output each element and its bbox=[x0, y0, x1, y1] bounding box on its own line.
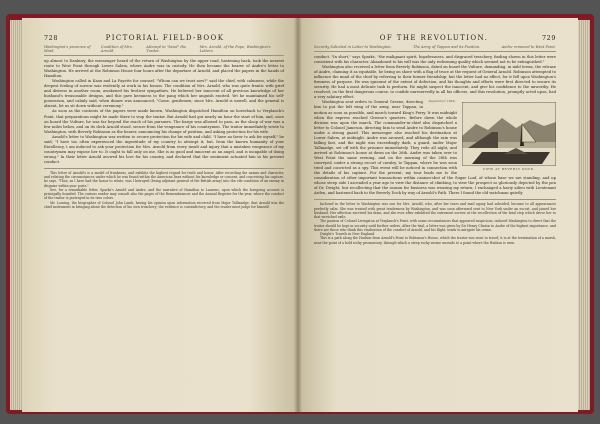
footnote-rule bbox=[314, 199, 556, 200]
right-page bbox=[298, 18, 578, 412]
left-subhead: Condition of Mrs. Arnold. bbox=[100, 45, 133, 53]
left-footnote: This letter of Arnold's is a model of frankness, and exhibits the highest regard for truth and honor. After recording the names and character, and relating the circumstances under which he was found within the American lines without his knowledge or consent, and conceiving his capture, he says, "Thus, as I have had the honor to relate, was I betrayed (being adjutant general of the British army) into the vile condition of an enemy in disguise within your posts." bbox=[44, 170, 284, 188]
right-running-head: OF THE REVOLUTION. bbox=[379, 34, 489, 42]
left-subhead: Mrs. Arnold, of the Pope, Washington's Letters. bbox=[199, 45, 271, 53]
right-subheads bbox=[314, 45, 556, 52]
left-page-header bbox=[44, 34, 284, 42]
engraving-image bbox=[462, 102, 556, 166]
left-subhead: Washington's presence of Mind. bbox=[44, 45, 91, 53]
right-page-number: 729 bbox=[541, 34, 556, 42]
left-page bbox=[22, 18, 298, 412]
book-gutter bbox=[294, 18, 302, 412]
right-footnote: Inclosed in the letter to Washington was one for Mrs. Arnold, who, after her tears and mad agony had subsided, became to all appearances perfectly calm. She was treated with great tenderness by Washington, and was soon afterward sent to New York under an escort, and joined her husband. Her affection survived his fame, and she ever after exhibited the extremest sorrow at the recollection of the fatal step which drove her to that wretched exile. bbox=[314, 202, 556, 220]
engraving-caption: VIEW AT BEVERLY DOCK. bbox=[482, 167, 536, 172]
left-subheads bbox=[44, 45, 284, 56]
right-page-header bbox=[314, 34, 556, 42]
right-paragraph: conduct. "In short," says Sparks, "the malignant spirit, hopelessness, and disgraced treachery, finding shown in this letter were consistent with his character. Abandoned to his will was the only redeeming quality which seemed not to be extinguished." bbox=[314, 55, 556, 65]
left-page-number: 728 bbox=[44, 34, 58, 42]
left-subhead: Attempt to "bend" the Traitor. bbox=[146, 45, 187, 53]
right-subhead: Security Solicited in Letter to Washington. bbox=[314, 45, 392, 49]
right-paragraph: Washington also received a letter from Beverly Robinson, dated on board the Vulture, demanding, in mild terms, the release of Andre, claiming it as equitable, he being on shore with a flag of truce at the request of General Arnold. Robinson attempted to influence the mind of the chief by referring to their former friendship; but the letter had no effect, for it fell upon Washington's firmness of purpose. He was ignorant of the extent of defection, and his thoughts and efforts were first directed to ensure its security. He had a most delicate task to perform. He might suspect the innocent, and give his confidence to the unworthy. He resolved, on the first dangerous course, to confide unreservedly in all his officers, and this resolution, promptly acted upon, had a very salutary effect. bbox=[314, 65, 556, 100]
left-footnote: See, for a remarkable letter, Sparks's Arnold and Andre, and the narrative of Hamilton to Laurens, upon which the foregoing account is principally founded. The curious reader may consult also the pages of the Remembrancer and the Annual Register for the year, where the conduct of the traitor is portrayed in its true colors. bbox=[44, 187, 284, 201]
right-subhead: Andre removed to West Point. bbox=[501, 45, 556, 49]
left-running-head: PICTORIAL FIELD-BOOK bbox=[105, 34, 225, 42]
right-paragraph: Washington sent orders to General Greene, directing him to put the left wing of the army, near Tappan, in motion as soon as possible, and march toward King's Ferry. It was midnight when the express reached Greene's quarters. Before dawn the whole division was upon the march. The commander-in-chief also dispatched a letter to Colonel Jameson, directing him to send Andre to Robinson's house under a strong guard. This messenger also reached his destination at Lower Salem, at midnight. Andre was aroused, and although the rain was falling fast, and the night was exceedingly dark, a guard, under Major Tallmadge, set off with the prisoner immediately. They rode all night, and arrived at Robinson's house at dawn on the 26th. Andre was taken over to West Point the same evening, and on the morning of the 28th was conveyed, under a strong escort of cavalry, to Tappan, where he was soon tried and convicted as a spy. This event will be noticed in connection with the details of his capture. For the present, my tour leads me to the consideration of other important transactions within cannon-shot of the Sugar Loaf, of whose base we are standing, and up whose steep side I ascended a year ago to view the distance of climbing, to view the prospect so gloriously depicted by the pen of Dr. Dwight, but recollecting that the season for business was wearing my return, I exchanged a hasty adieu with Lieutenant Arden, and hastened back to the Beverly Dock by way of Arnold's Path. There I found the old watchman quietly bbox=[314, 100, 556, 196]
right-footnote: This is a path along the Hudson from Arnold's Point to Robinson's House, which the traitor was wont to travel; it is at the termination of a marsh, near the point of a bold rocky promontory, through which a steep rocky ravine ascends to a point where the Hudson is seen. bbox=[314, 236, 556, 245]
footnote-rule bbox=[44, 168, 284, 169]
right-subhead: The Army of Tappan and its Position. bbox=[413, 45, 481, 49]
engraving-figure bbox=[462, 102, 556, 171]
right-footnote: The passion of Colonel Livingston at Verplanck's Point, with some circumstances that appeared suspicious, induced Washington to direct that the traitor should be kept in security until further orders. After the trial, a letter was given by Sir Henry Clinton to Andre of the highest importance, and there are those who think this vindication of the conduct of Arnold, and his flight, tends to mitigate his crime. bbox=[314, 219, 556, 232]
left-paragraph: Arnold's letter to Washington was written to secure protection for his wife and child. "I have no favor to ask for myself," he said; "I have too often experienced the ingratitude of my country to attempt it; but, from the known humanity of your Excellency, I am induced to ask your protection for Mrs. Arnold from every insult and injury that a mistaken vengeance of my countrymen may expose her to. It ought to fall only on me. She is as good and innocent as an angel, and is incapable of doing wrong." In their letter Arnold avowed his love for his country, and declared that the sentiment actuated him in his present conduct. bbox=[44, 134, 284, 164]
right-page-edges bbox=[576, 20, 590, 410]
left-paragraph: up almost to Danbury, the messenger heard of the return of Washington by the upper road, hastening back, took the nearest route to West Point through Lower Salem, where Andre was in custody. He then became the bearer of Andre's letter to Washington. He arrived at the Robinson House four hours after the departure of Arnold, and placed the papers in the hands of Hamilton. bbox=[44, 59, 284, 79]
right-footnote: Dwight's Travels in New England. bbox=[320, 232, 376, 237]
left-paragraph: As soon as the contents of the papers were made known, Washington dispatched Hamilton on horseback to Verplanck's Point, that preparations might be made there to stop the traitor. But Arnold had got nearly an hour the start of him, and, once on board the Vulture, he was far beyond the reach of his pursuers. The barge was allowed to pass, as the sloop of war was a few miles below, and on its deck Arnold stood, secure from the vengeance of his countrymen. The traitor immediately wrote to Washington, with Beverly Robinson as the bearer, announcing his change of position, and asking protection for his wife. bbox=[44, 109, 284, 134]
left-paragraph: Washington called in Knox and La Fayette for counsel. "Whom can we trust now?" said the chief, with calmness, while the deepest feeling of sorrow was evidently at work in his bosom. The condition of Mrs. Arnold, who was quite frantic with grief and distress in another room, awakened his liveliest sympathies. He believed her innocent of all previous knowledge of her husband's treasonable designs, and this gave keenness to the pang which her anguish excited. Yet he maintained his self-possession, and calmly said, when dinner was announced, "Come, gentlemen; since Mrs. Arnold is unwell, and the general is absent, let us sit down without ceremony." bbox=[44, 79, 284, 109]
left-footnote: Mr. Lossing, the biographer of Colonel John Lamb, having his opinion upon information received from Major Tallmadge, that Arnold was the chief instrument in bringing about the detection of his own treachery; the evidence is contradictory, and the reader must judge for himself. bbox=[44, 200, 284, 209]
margin-date-note: September, 1849. bbox=[428, 99, 456, 104]
